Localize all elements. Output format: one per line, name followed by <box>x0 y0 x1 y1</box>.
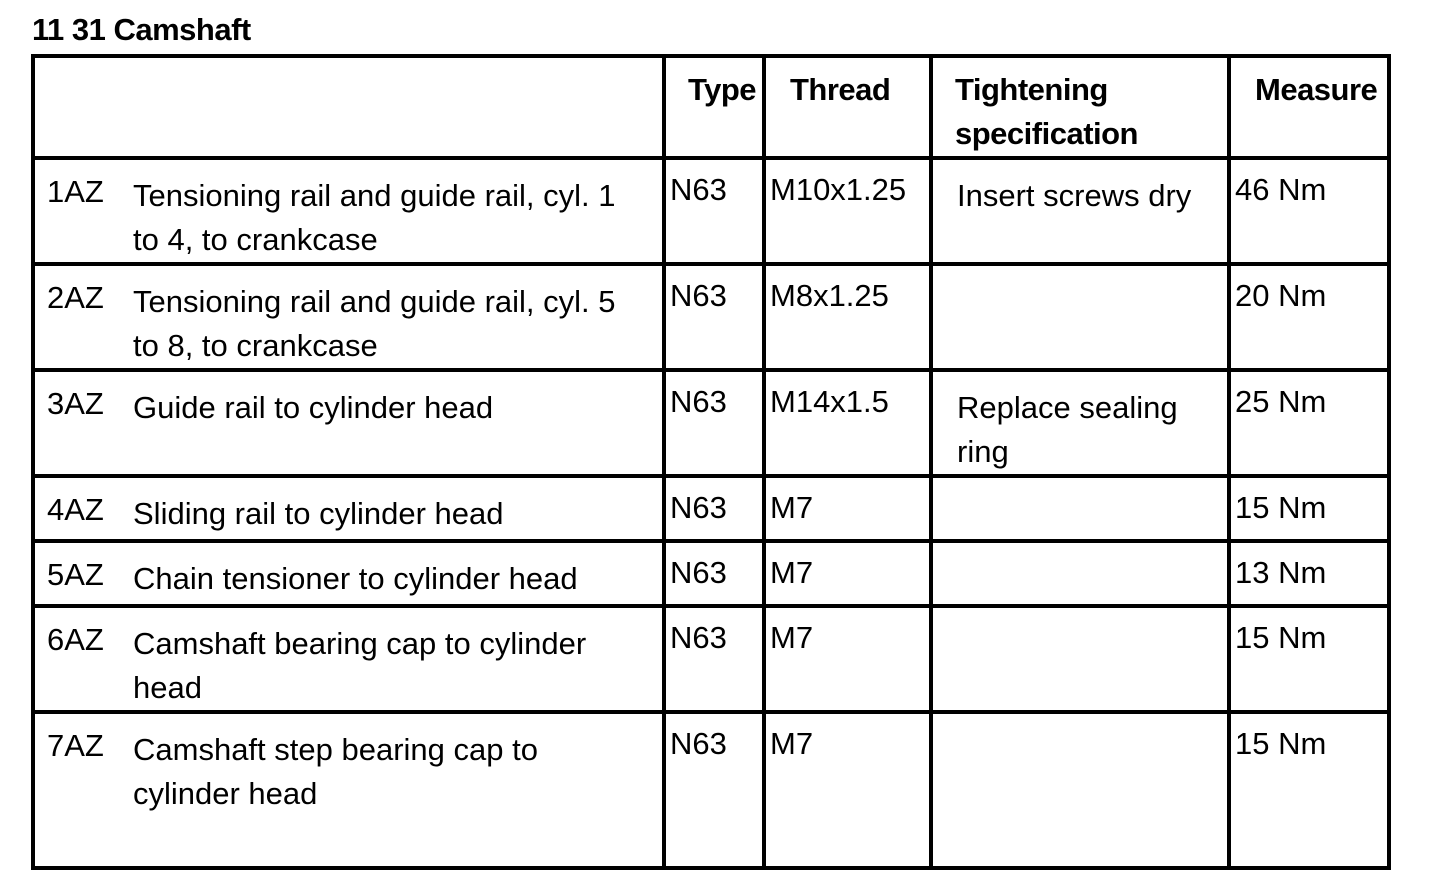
description-cell <box>33 370 664 476</box>
tightening-cell <box>931 541 1229 606</box>
item-description: Chain tensioner to cylinder head <box>133 561 578 596</box>
item-code: 2AZ <box>47 280 104 315</box>
header-description <box>33 56 664 158</box>
item-description: Tensioning rail and guide rail, cyl. 1 to 4, to crankcase <box>133 178 616 257</box>
measure-cell: 20 Nm <box>1229 264 1389 370</box>
tightening-cell <box>931 264 1229 370</box>
measure-cell: 15 Nm <box>1229 712 1389 868</box>
measure-cell: 15 Nm <box>1229 476 1389 541</box>
thread-cell: M7 <box>764 476 931 541</box>
table-row <box>33 264 1389 370</box>
thread-cell: M7 <box>764 712 931 868</box>
header-measure: Measure <box>1229 56 1389 158</box>
table-row <box>33 476 1389 541</box>
type-cell: N63 <box>664 541 764 606</box>
tightening-cell <box>931 606 1229 712</box>
type-cell: N63 <box>664 158 764 264</box>
item-code: 3AZ <box>47 386 104 421</box>
item-code: 6AZ <box>47 622 104 657</box>
tightening-cell <box>931 712 1229 868</box>
page-title: 11 31 Camshaft <box>32 12 251 47</box>
table-row <box>33 606 1389 712</box>
item-code: 7AZ <box>47 728 104 763</box>
thread-cell: M14x1.5 <box>764 370 931 476</box>
item-code: 4AZ <box>47 492 104 527</box>
header-thread: Thread <box>764 56 931 158</box>
type-cell: N63 <box>664 712 764 868</box>
table-row <box>33 712 1389 868</box>
description-cell <box>33 606 664 712</box>
description-cell <box>33 264 664 370</box>
table-row <box>33 370 1389 476</box>
item-code: 1AZ <box>47 174 104 209</box>
table-row <box>33 158 1389 264</box>
item-description: Camshaft bearing cap to cylinder head <box>133 626 587 705</box>
tightening-cell: Replace sealing ring <box>931 370 1229 476</box>
type-cell: N63 <box>664 370 764 476</box>
type-cell: N63 <box>664 606 764 712</box>
thread-cell: M10x1.25 <box>764 158 931 264</box>
description-cell <box>33 541 664 606</box>
item-description: Tensioning rail and guide rail, cyl. 5 to 8, to crankcase <box>133 284 616 363</box>
thread-cell: M8x1.25 <box>764 264 931 370</box>
measure-cell: 13 Nm <box>1229 541 1389 606</box>
measure-cell: 46 Nm <box>1229 158 1389 264</box>
thread-cell: M7 <box>764 541 931 606</box>
thread-cell: M7 <box>764 606 931 712</box>
measure-cell: 25 Nm <box>1229 370 1389 476</box>
item-description: Sliding rail to cylinder head <box>133 496 504 531</box>
type-cell: N63 <box>664 476 764 541</box>
torque-spec-table <box>31 54 1391 870</box>
table-row <box>33 541 1389 606</box>
description-cell <box>33 712 664 868</box>
description-cell <box>33 476 664 541</box>
item-description: Camshaft step bearing cap to cylinder head <box>133 732 538 811</box>
item-code: 5AZ <box>47 557 104 592</box>
tightening-cell <box>931 476 1229 541</box>
measure-cell: 15 Nm <box>1229 606 1389 712</box>
header-type: Type <box>664 56 764 158</box>
table-header-row <box>33 56 1389 158</box>
tightening-cell: Insert screws dry <box>931 158 1229 264</box>
item-description: Guide rail to cylinder head <box>133 390 494 425</box>
type-cell: N63 <box>664 264 764 370</box>
description-cell <box>33 158 664 264</box>
header-tightening-specification: Tightening specification <box>931 56 1229 158</box>
